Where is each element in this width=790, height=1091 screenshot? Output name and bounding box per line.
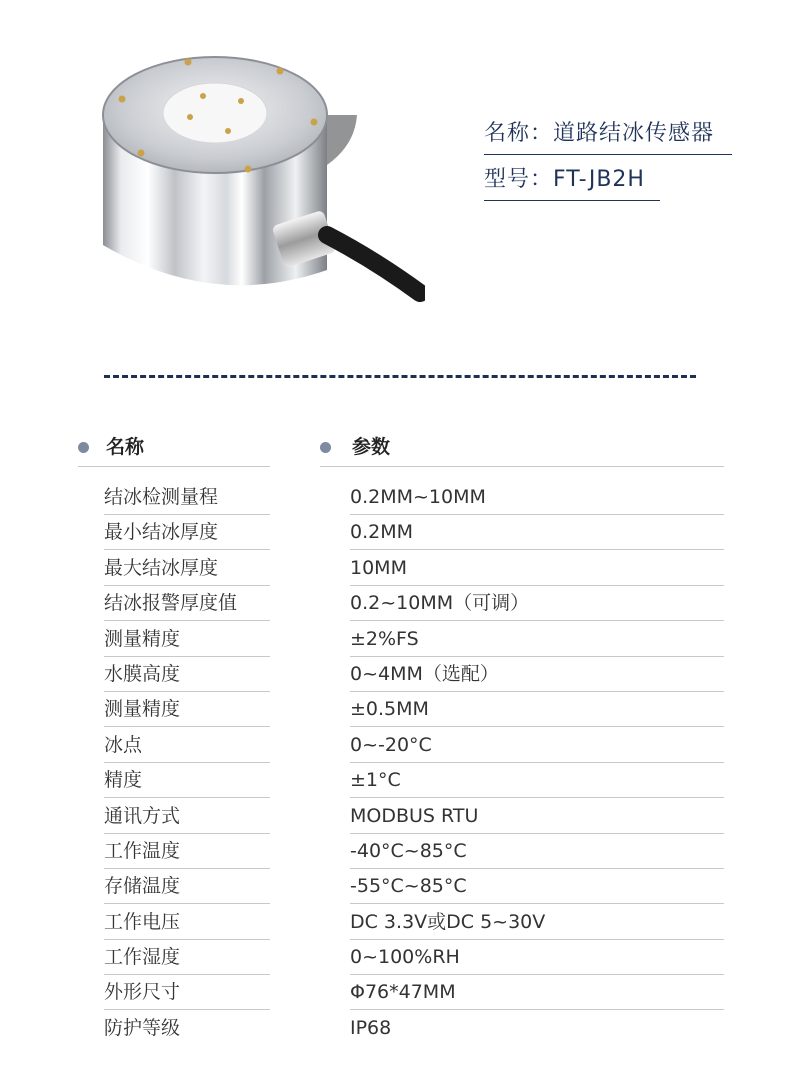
- product-model: 型号：FT-JB2H: [484, 164, 660, 201]
- table-row: [0, 940, 790, 975]
- spec-name: 冰点: [104, 728, 270, 763]
- spec-value: -40°C~85°C: [350, 834, 724, 869]
- table-row: [0, 763, 790, 798]
- table-row: [0, 728, 790, 763]
- product-name-block: [484, 118, 732, 155]
- spec-name: 水膜高度: [104, 657, 270, 692]
- product-model-block: [484, 164, 660, 201]
- table-row: [0, 799, 790, 834]
- dashed-divider: [104, 375, 696, 378]
- spec-value: 0.2MM~10MM: [350, 480, 724, 515]
- spec-name: 精度: [104, 763, 270, 798]
- spec-value: 0.2MM: [350, 515, 724, 550]
- spec-rows: [0, 480, 790, 1046]
- table-row: [0, 1011, 790, 1046]
- table-row: [0, 905, 790, 940]
- table-row: [0, 692, 790, 727]
- spec-name: 工作温度: [104, 834, 270, 869]
- table-row: [0, 869, 790, 904]
- product-name: 名称：道路结冰传感器: [484, 118, 732, 155]
- table-row: [0, 480, 790, 515]
- sensor-product-image: [95, 45, 425, 305]
- spec-value: IP68: [350, 1016, 392, 1039]
- table-row: [0, 834, 790, 869]
- spec-value: 0~100%RH: [350, 940, 724, 975]
- spec-name: 外形尺寸: [104, 975, 270, 1010]
- spec-value: 0.2~10MM（可调）: [350, 586, 724, 621]
- spec-name: 通讯方式: [104, 799, 270, 834]
- spec-name: 测量精度: [104, 622, 270, 657]
- header-name: [78, 428, 270, 467]
- table-row: [0, 657, 790, 692]
- spec-name: 结冰报警厚度值: [104, 586, 270, 621]
- table-row: [0, 622, 790, 657]
- spec-value: ±0.5MM: [350, 692, 724, 727]
- spec-value: 0~4MM（选配）: [350, 657, 724, 692]
- header-param: [320, 428, 724, 467]
- spec-name: 最小结冰厚度: [104, 515, 270, 550]
- spec-value: 0~-20°C: [350, 728, 724, 763]
- spec-name: 防护等级: [104, 1016, 181, 1039]
- table-row: [0, 551, 790, 586]
- spec-value: ±1°C: [350, 763, 724, 798]
- sensor-illustration: [95, 45, 425, 305]
- bullet-icon: [320, 442, 331, 453]
- spec-value: 10MM: [350, 551, 724, 586]
- spec-value: DC 3.3V或DC 5~30V: [350, 905, 724, 940]
- spec-value: -55°C~85°C: [350, 869, 724, 904]
- spec-name: 工作湿度: [104, 940, 270, 975]
- table-row: [0, 586, 790, 621]
- spec-value: ±2%FS: [350, 622, 724, 657]
- table-row: [0, 515, 790, 550]
- header-param-label: 参数: [352, 436, 391, 458]
- spec-value: Φ76*47MM: [350, 975, 724, 1010]
- spec-name: 工作电压: [104, 905, 270, 940]
- spec-name: 最大结冰厚度: [104, 551, 270, 586]
- table-row: [0, 975, 790, 1010]
- bullet-icon: [78, 442, 89, 453]
- spec-value: MODBUS RTU: [350, 799, 724, 834]
- header-name-label: 名称: [106, 436, 145, 458]
- spec-name: 测量精度: [104, 692, 270, 727]
- spec-name: 存储温度: [104, 869, 270, 904]
- spec-name: 结冰检测量程: [104, 480, 270, 515]
